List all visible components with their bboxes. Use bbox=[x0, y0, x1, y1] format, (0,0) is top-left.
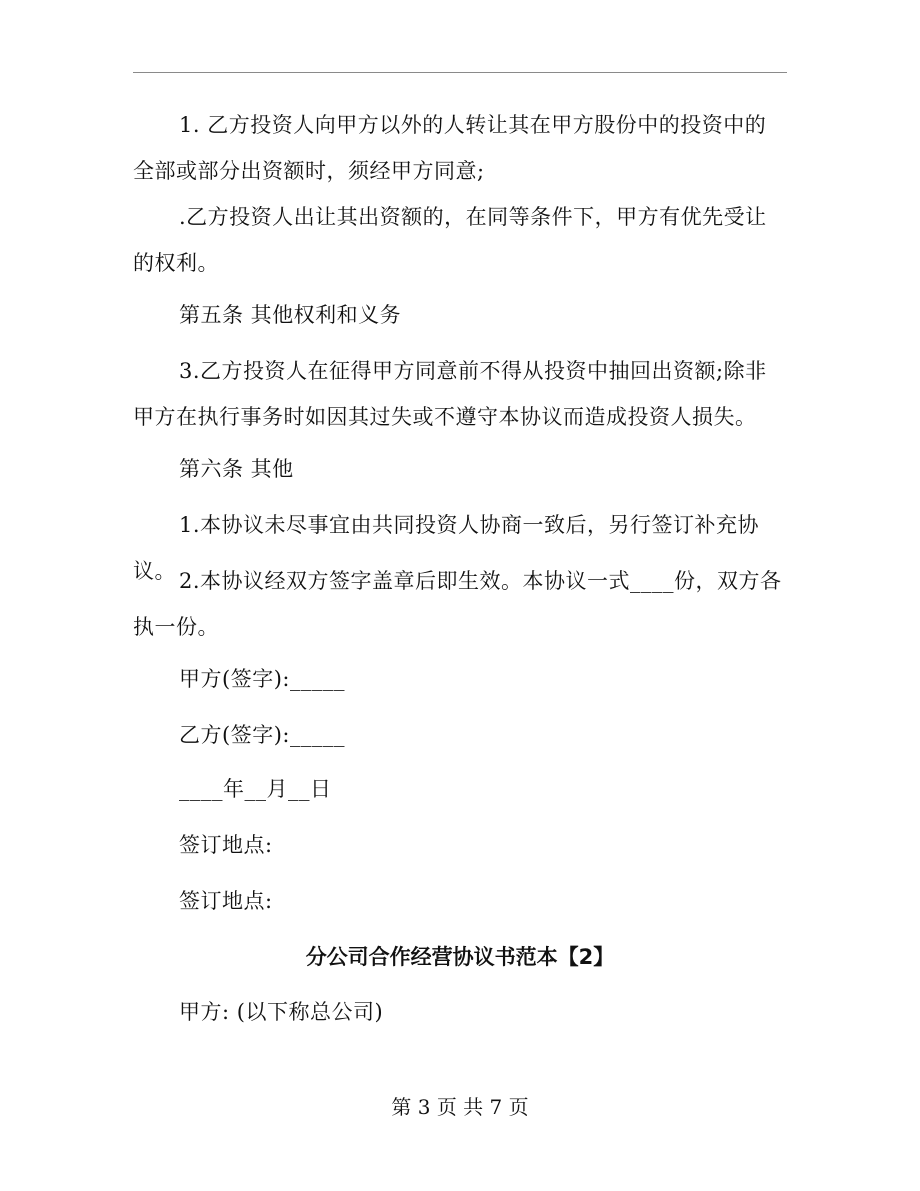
clause-effective: 2.本协议经双方签字盖章后即生效。本协议一式____份，双方各执一份。 bbox=[133, 569, 782, 639]
party-b-signature: 乙方(签字):_____ bbox=[179, 723, 345, 747]
article-six-title: 第六条 其他 bbox=[179, 457, 294, 481]
clause-supplementary: 1.本协议未尽事宜由共同投资人协商一致后，另行签订补充协议。 bbox=[133, 513, 760, 583]
clause-preemptive-right: .乙方投资人出让其出资额的，在同等条件下，甲方有优先受让的权利。 bbox=[133, 205, 767, 275]
party-a-definition: 甲方: (以下称总公司) bbox=[179, 1000, 384, 1024]
signing-date: ____年__月__日 bbox=[179, 777, 332, 801]
document-heading: 分公司合作经营协议书范本【2】 bbox=[305, 945, 615, 969]
party-a-signature: 甲方(签字):_____ bbox=[179, 667, 345, 691]
header-rule bbox=[133, 72, 787, 73]
article-five-title: 第五条 其他权利和义务 bbox=[179, 303, 402, 327]
signing-place-1: 签订地点: bbox=[179, 833, 273, 857]
signing-place-2: 签订地点: bbox=[179, 889, 273, 913]
clause-withdrawal: 3.乙方投资人在征得甲方同意前不得从投资中抽回出资额;除非甲方在执行事务时如因其过失或不遵守本协议而造成投资人损失。 bbox=[133, 359, 767, 429]
page-number: 第 3 页 共 7 页 bbox=[391, 1095, 529, 1119]
clause-transfer-consent: 1. 乙方投资人向甲方以外的人转让其在甲方股份中的投资中的全部或部分出资额时，须经甲方同意; bbox=[133, 113, 767, 183]
